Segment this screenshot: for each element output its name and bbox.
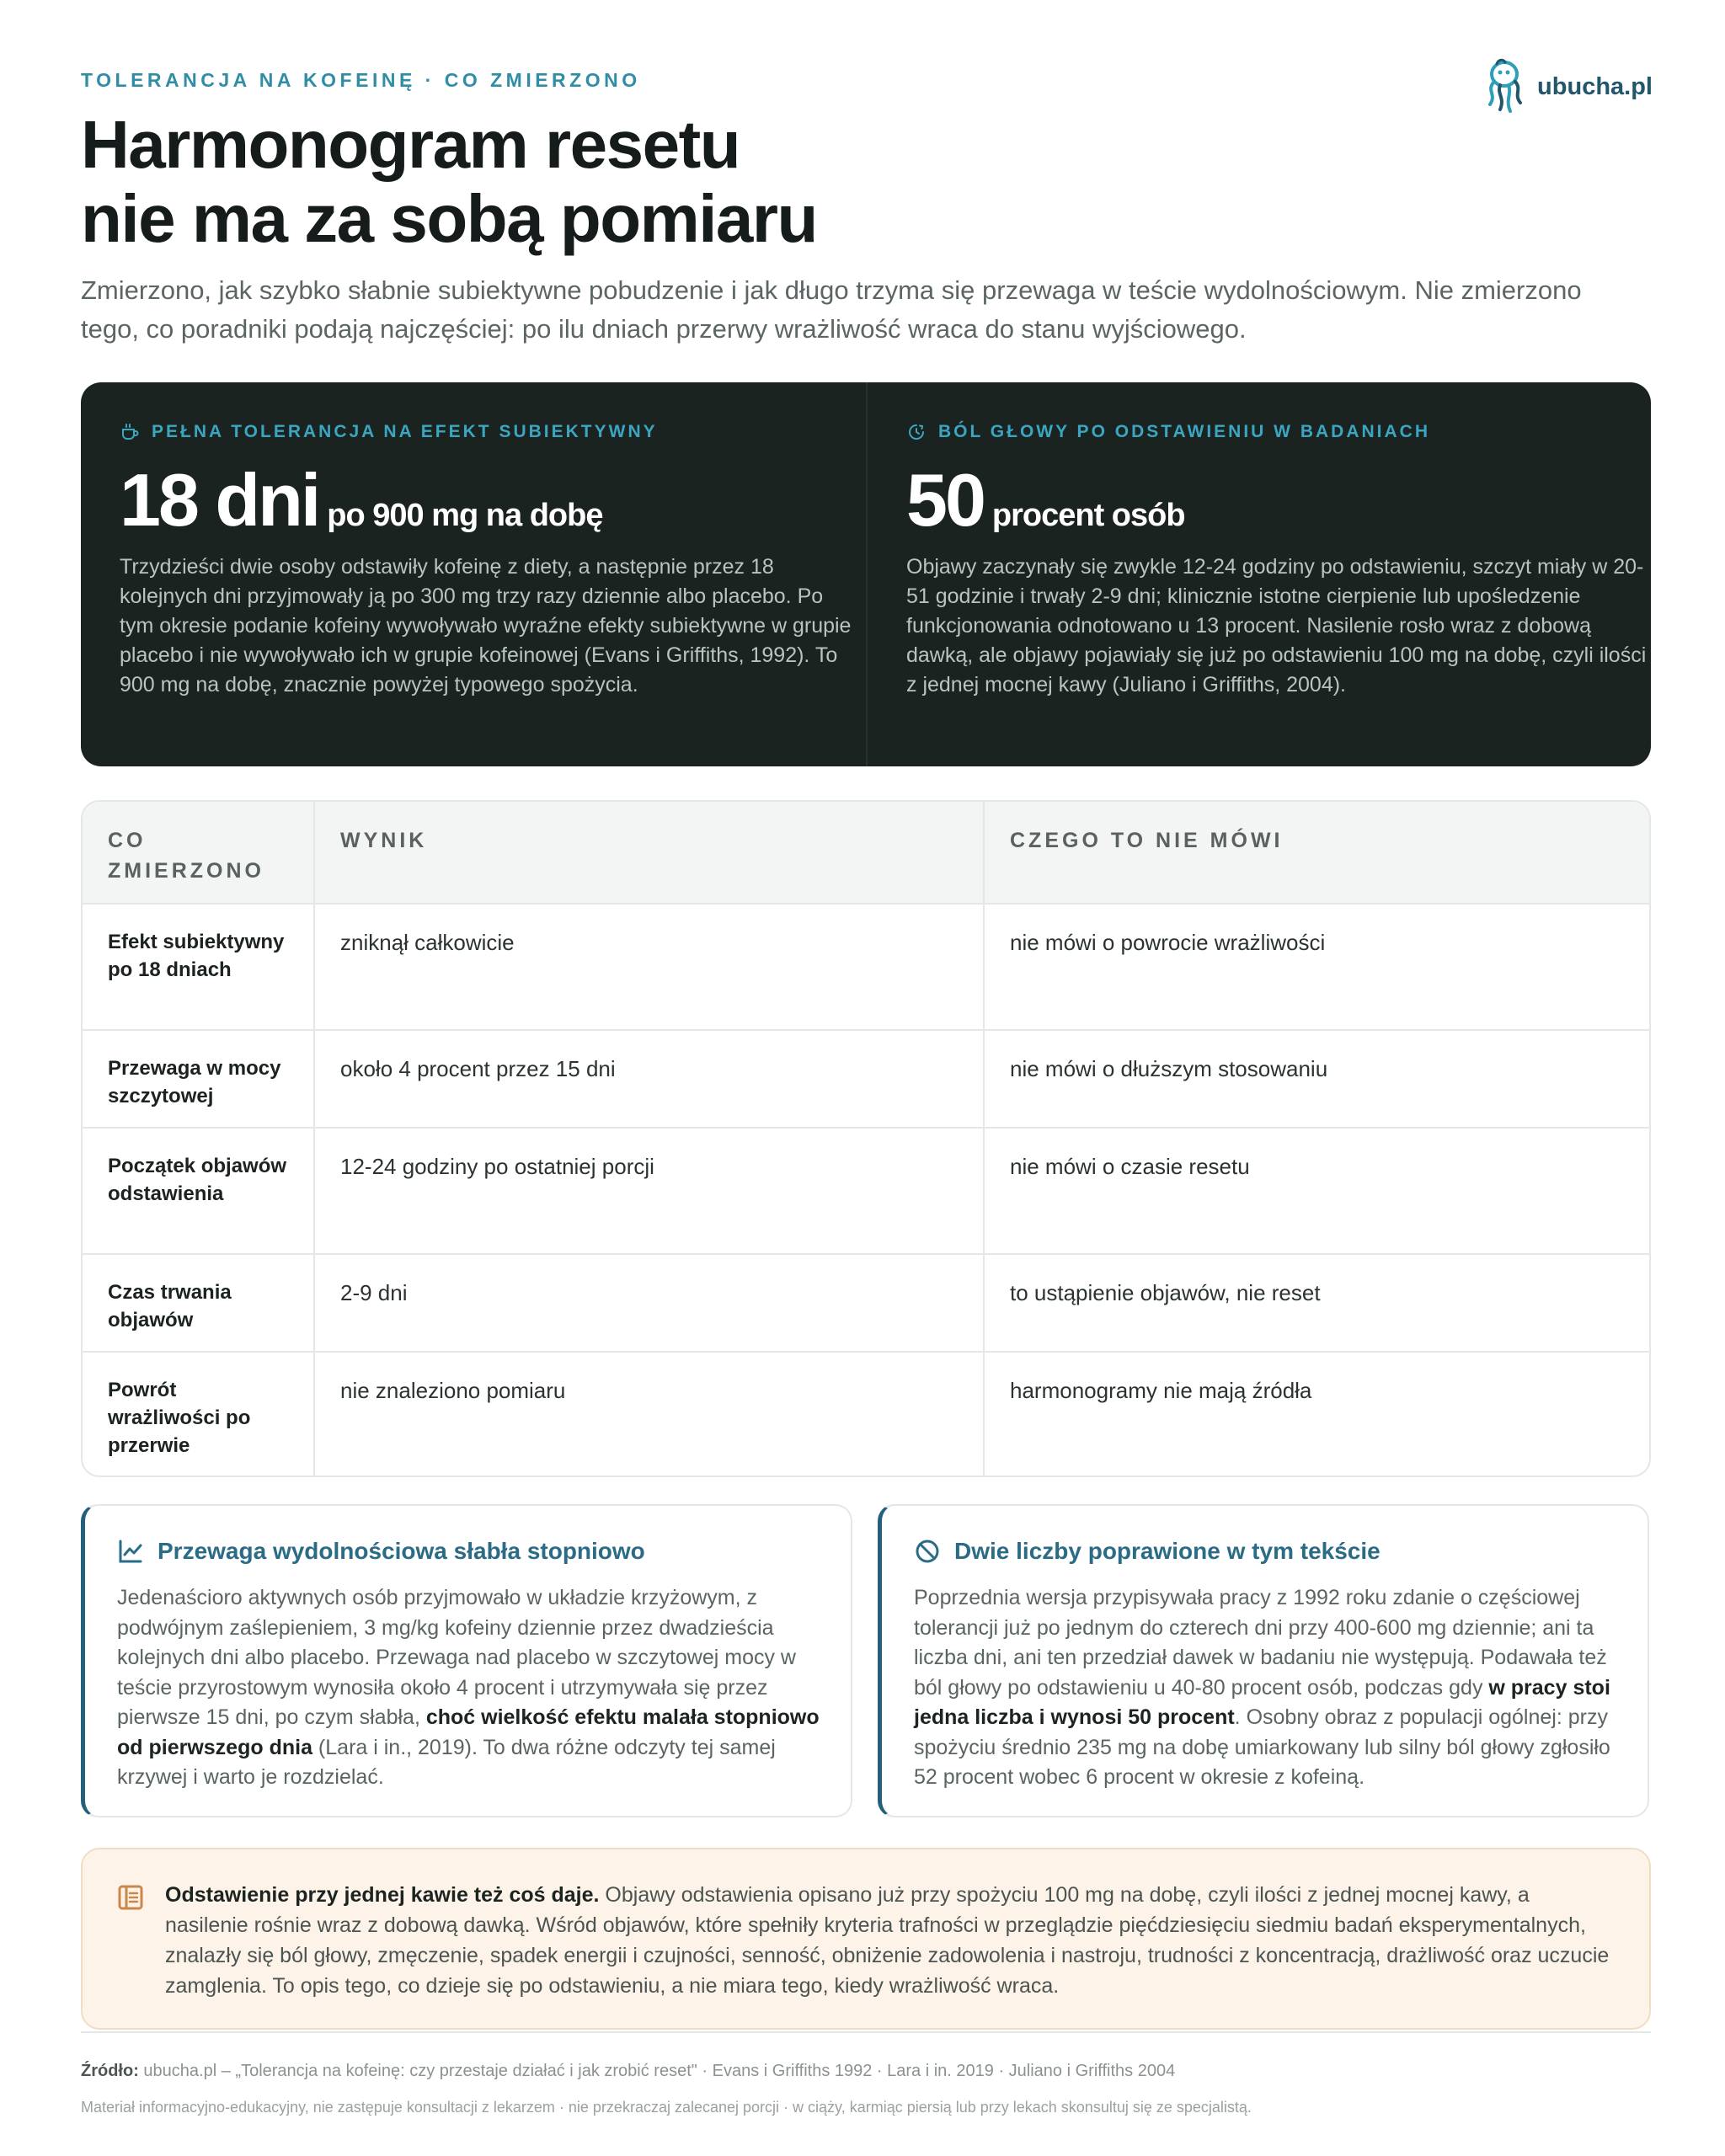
- cell-not-said: harmonogramy nie mają źródła: [1010, 1378, 1312, 1403]
- cell-not-said: to ustąpienie objawów, nie reset: [1010, 1280, 1321, 1305]
- stats-panel: [81, 382, 1651, 766]
- stat-label-text: PEŁNA TOLERANCJA NA EFEKT SUBIEKTYWNY: [152, 422, 658, 441]
- stat-unit: procent osób: [991, 498, 1185, 533]
- column-header-result: WYNIK: [315, 802, 985, 903]
- cell-measured: Powrót wrażliwości po przerwie: [83, 1353, 315, 1476]
- table-row: [83, 903, 1649, 1029]
- card-text-part: Jedenaścioro aktywnych osób przyjmowało w układzie krzyżowym, z podwójnym zaślepieniem, 3 mg/kg kofeiny dziennie przez dwadzieścia kolejnych dni albo placebo. Przewaga nad placebo w szczytowej mocy w teście przyrostowym wynosiła około 4 procent i utrzymywała się przez pierwsze 15 dni, po czym słabła,: [117, 1586, 796, 1729]
- line-chart-icon: [117, 1538, 144, 1565]
- source-text: ubucha.pl – „Tolerancja na kofeinę: czy przestaje działać i jak zrobić reset" · Evans i Griffiths 1992 · Lara i in. 2019 · Juliano i Griffiths 2004: [138, 2062, 1176, 2080]
- measurement-table: [81, 800, 1651, 1477]
- table-row: [83, 1029, 1649, 1127]
- page-title: [81, 108, 1260, 256]
- stat-value: [120, 458, 825, 542]
- coffee-cup-icon: [120, 422, 140, 442]
- brand-logo[interactable]: [1482, 57, 1653, 116]
- stat-label-text: BÓL GŁOWY PO ODSTAWIENIU W BADANIACH: [938, 422, 1430, 441]
- stat-number: 50: [906, 458, 984, 542]
- footer-divider: [81, 2031, 1651, 2033]
- card-text-bold: w pracy stoi jedna liczba i wynosi 50 procent: [914, 1675, 1610, 1729]
- prohibited-icon: [914, 1538, 941, 1565]
- cell-result: około 4 procent przez 15 dni: [315, 1031, 985, 1127]
- disclaimer: Materiał informacyjno-edukacyjny, nie zastępuje konsultacji z lekarzem · nie przekraczaj zalecanej porcji · w ciąży, karmiąc piersią lub przy lekach skonsultuj się ze specjalistą.: [81, 2099, 1252, 2116]
- cell-measured: Przewaga w mocy szczytowej: [83, 1031, 315, 1127]
- column-header-measured: CO ZMIERZONO: [83, 802, 315, 903]
- card-text: [117, 1583, 822, 1793]
- stat-number: 18 dni: [120, 458, 319, 542]
- table-row: [83, 1253, 1649, 1351]
- logo-text: ubucha.pl: [1537, 72, 1653, 100]
- stat-value: [906, 458, 1610, 542]
- table-row: [83, 1127, 1649, 1253]
- card-title-text: Dwie liczby poprawione w tym tekście: [954, 1538, 1381, 1564]
- cell-result: 12-24 godziny po ostatniej porcji: [315, 1129, 985, 1253]
- table-header-row: [83, 802, 1649, 903]
- stat-tolerance: [81, 382, 866, 766]
- stat-description: Objawy zaczynały się zwykle 12-24 godziny po odstawieniu, szczyt miały w 20-51 godzinie i trwały 2-9 dni; klinicznie istotne cierpienie lub upośledzenie funkcjonowania odnotowano u 13 procent. Nasilenie rosło wraz z dobową dawką, ale objawy pojawiały się już po odstawieniu 100 mg na dobę, czyli ilości z jednej mocnej kawy (Juliano i Griffiths, 2004).: [906, 555, 1647, 696]
- stat-description: Trzydzieści dwie osoby odstawiły kofeinę z diety, a następnie przez 18 kolejnych dni przyjmowały ją po 300 mg trzy razy dziennie albo placebo. Po tym okresie podanie kofeiny wywoływało wyraźne efekty subiektywne w grupie placebo i nie wywoływało ich w grupie kofeinowej (Evans i Griffiths, 1992). To 900 mg na dobę, znacznie powyżej typowego spożycia.: [120, 555, 852, 696]
- card-title: [914, 1534, 1619, 1568]
- cell-not-said: nie mówi o powrocie wrażliwości: [1010, 930, 1326, 955]
- cell-result: 2-9 dni: [315, 1255, 985, 1351]
- card-corrections: [878, 1504, 1649, 1817]
- cell-measured: Efekt subiektywny po 18 dniach: [83, 905, 315, 1029]
- notes-icon: [116, 1883, 145, 1912]
- kicker: TOLERANCJA NA KOFEINĘ · CO ZMIERZONO: [81, 69, 641, 91]
- title-line-2: nie ma za sobą pomiaru: [81, 181, 817, 256]
- stat-label: [120, 419, 825, 445]
- card-title-text: Przewaga wydolnościowa słabła stopniowo: [158, 1538, 645, 1564]
- lede-paragraph: Zmierzono, jak szybko słabnie subiektywne pobudzenie i jak długo trzyma się przewaga w teście wydolnościowym. Nie zmierzono tego, co poradniki podają najczęściej: po ilu dniach przerwy wrażliwość wraca do stanu wyjściowego.: [81, 275, 1582, 344]
- card-text-bold: choć wielkość efektu malała stopniowo od pierwszego dnia: [117, 1705, 820, 1759]
- cell-not-said: nie mówi o dłuższym stosowaniu: [1010, 1056, 1328, 1081]
- card-text-part: Poprzednia wersja przypisywała pracy z 1992 roku zdanie o częściowej tolerancji już po jednym do czterech dni przy 400-600 mg dziennie; ani ta liczba dni, ani ten przedział dawek w badaniu nie występują. Podawała też ból głowy po odstawieniu u 40-80 procent osób, podczas gdy: [914, 1586, 1607, 1700]
- stat-label: [906, 419, 1610, 445]
- octopus-icon: [1482, 57, 1525, 116]
- card-text-part: (Lara i in., 2019). To dwa różne odczyty tej samej krzywej i warto je rozdzielać.: [117, 1735, 776, 1789]
- withdrawal-note: [81, 1848, 1651, 2030]
- clock-icon: [906, 422, 927, 442]
- stat-unit: po 900 mg na dobę: [327, 498, 603, 533]
- note-text: [165, 1880, 1616, 2028]
- stat-headache: [866, 382, 1651, 766]
- card-performance: [81, 1504, 852, 1817]
- cell-result: zniknął całkowicie: [315, 905, 985, 1029]
- cell-not-said: nie mówi o czasie resetu: [1010, 1154, 1250, 1179]
- table-row: [83, 1351, 1649, 1476]
- column-header-not-said: CZEGO TO NIE MÓWI: [1010, 829, 1284, 852]
- cell-measured: Początek objawów odstawienia: [83, 1129, 315, 1253]
- cell-result: nie znaleziono pomiaru: [315, 1353, 985, 1476]
- title-line-1: Harmonogram resetu: [81, 107, 740, 182]
- cell-measured: Czas trwania objawów: [83, 1255, 315, 1351]
- note-body: Objawy odstawienia opisano już przy spożyciu 100 mg na dobę, czyli ilości z jednej mocnej kawy, a nasilenie rośnie wraz z dobową dawką. Wśród objawów, które spełniły kryteria trafności w przeglądzie pięćdziesięciu siedmiu badań eksperymentalnych, znalazły się ból głowy, zmęczenie, spadek energii i czujności, senność, obniżenie zadowolenia i nastroju, trudności z koncentracją, drażliwość oraz uczucie zamglenia. To opis tego, co dzieje się po odstawieniu, a nie miara tego, kiedy wrażliwość wraca.: [165, 1883, 1610, 1998]
- card-text: [914, 1583, 1619, 1793]
- source-line: [81, 2062, 1175, 2081]
- note-bold: Odstawienie przy jednej kawie też coś daje.: [165, 1883, 600, 1907]
- card-title: [117, 1534, 822, 1568]
- card-text-part: . Osobny obraz z populacji ogólnej: przy spożyciu średnio 235 mg na dobę umiarkowany lub silny ból głowy zgłosiło 52 procent wobec 6 procent w okresie z kofeiną.: [914, 1705, 1610, 1789]
- source-label: Źródło:: [81, 2062, 139, 2080]
